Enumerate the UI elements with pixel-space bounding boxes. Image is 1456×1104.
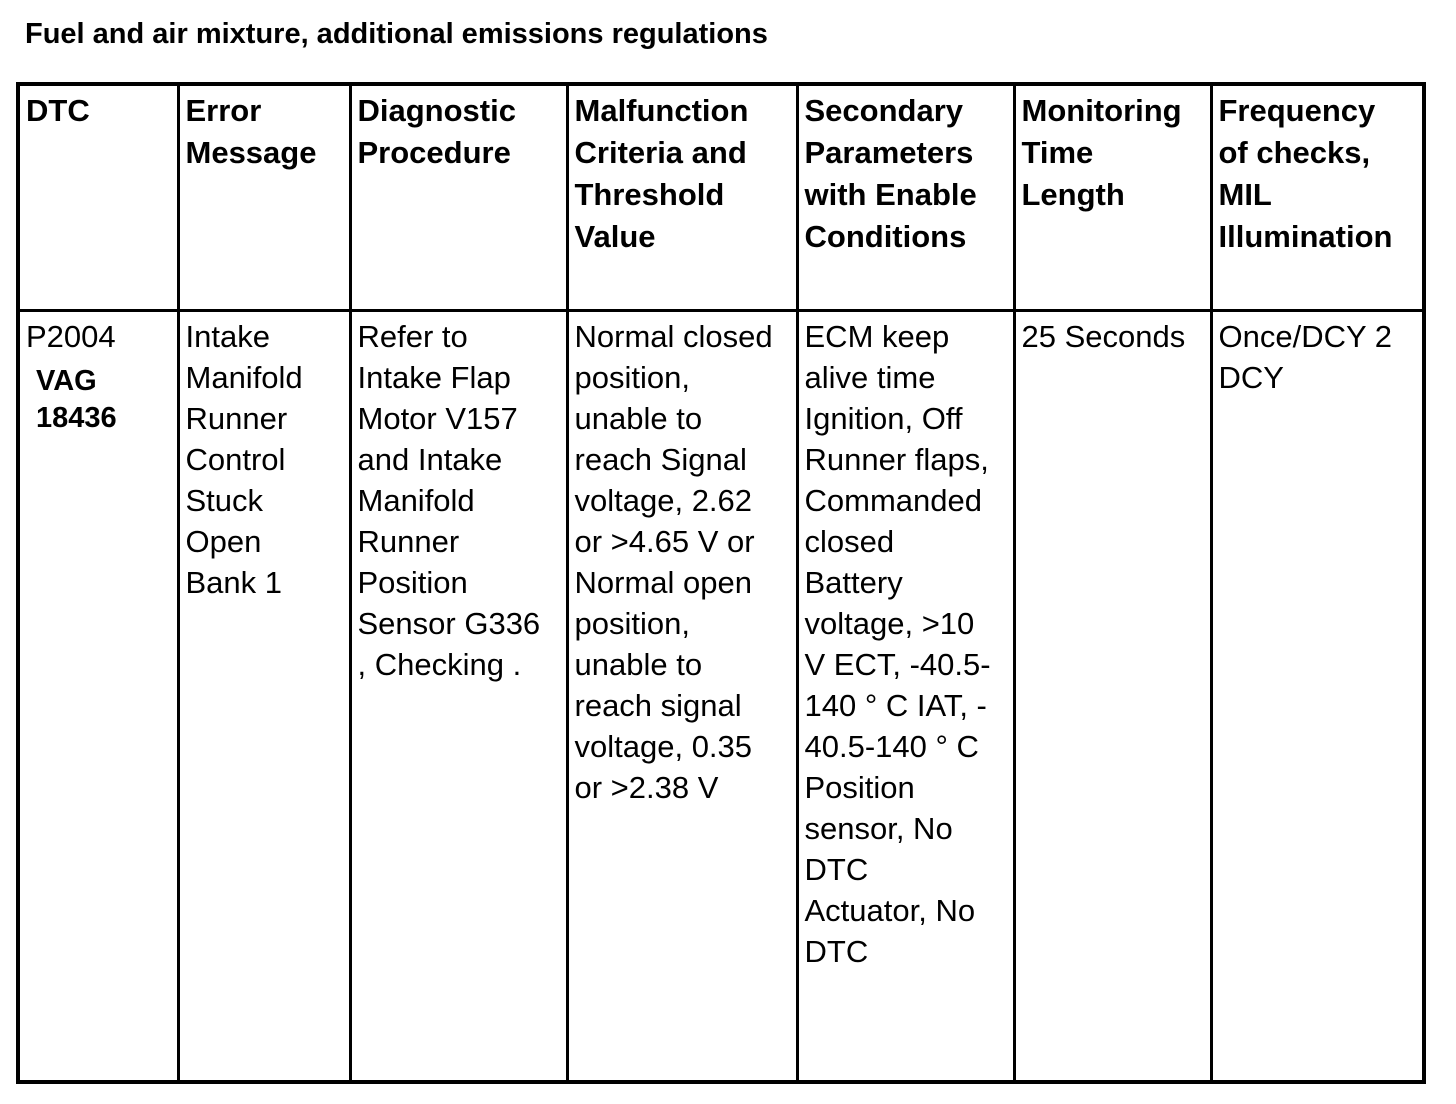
cell-diagnostic-procedure xyxy=(350,310,567,1082)
text-line: Parameters xyxy=(804,135,974,170)
text-line: Threshold xyxy=(574,177,725,212)
text-line: Runner xyxy=(185,400,288,436)
cell-error-message xyxy=(178,310,350,1082)
text-line: Sensor G336 xyxy=(357,605,541,641)
text-line: alive time xyxy=(804,359,936,395)
text-line: Time xyxy=(1021,135,1094,170)
text-line: Manifold xyxy=(185,359,303,395)
text-line: and Intake xyxy=(357,441,503,477)
text-line: Conditions xyxy=(804,219,967,254)
text-line: Message xyxy=(185,135,317,170)
text-line: Intake Flap xyxy=(357,359,511,395)
text-line: Normal open xyxy=(574,564,752,600)
text-line: position, xyxy=(574,359,690,395)
text-line: 40.5-140 ° C xyxy=(804,728,979,764)
text-line: sensor, No xyxy=(804,810,953,846)
header-secondary-parameters xyxy=(797,84,1014,310)
text-line: MIL xyxy=(1218,177,1272,212)
cell-frequency xyxy=(1211,310,1424,1082)
text-line: Value xyxy=(574,219,656,254)
text-line: Runner xyxy=(357,523,460,559)
text-line: Frequency xyxy=(1218,93,1376,128)
text-line: Runner flaps, xyxy=(804,441,989,477)
text-line: Diagnostic xyxy=(357,93,516,128)
text-line: Ignition, Off xyxy=(804,400,963,436)
text-line: unable to xyxy=(574,400,703,436)
text-line: voltage, 2.62 xyxy=(574,482,753,518)
text-line: voltage, >10 xyxy=(804,605,975,641)
text-line: Control xyxy=(185,441,286,477)
text-line: DTC xyxy=(804,851,869,887)
text-line: 25 Seconds xyxy=(1021,318,1186,354)
text-line: Bank 1 xyxy=(185,564,283,600)
vag-code xyxy=(36,363,177,437)
text-line: DTC xyxy=(804,933,869,969)
text-line: , Checking . xyxy=(357,646,522,682)
text-line: 140 ° C IAT, - xyxy=(804,687,987,723)
text-line: or >2.38 V xyxy=(574,769,719,805)
text-line: Monitoring xyxy=(1021,93,1182,128)
text-line: position, xyxy=(574,605,690,641)
text-line: DCY xyxy=(1218,359,1284,395)
dtc-table xyxy=(16,82,1426,1084)
text-line: ECM keep xyxy=(804,318,950,354)
table-row xyxy=(18,310,1424,1082)
text-line: Stuck xyxy=(185,482,264,518)
header-diagnostic-procedure xyxy=(350,84,567,310)
header-frequency xyxy=(1211,84,1424,310)
header-error-message xyxy=(178,84,350,310)
text-line: Position xyxy=(357,564,468,600)
header-malfunction-criteria xyxy=(567,84,797,310)
text-line: closed xyxy=(804,523,895,559)
text-line: voltage, 0.35 xyxy=(574,728,753,764)
cell-dtc xyxy=(18,310,178,1082)
dtc-code: P2004 xyxy=(26,318,116,354)
header-monitoring-time xyxy=(1014,84,1211,310)
cell-malfunction-criteria xyxy=(567,310,797,1082)
text-line: unable to xyxy=(574,646,703,682)
text-line: Refer to xyxy=(357,318,468,354)
text-line: VAG xyxy=(36,364,97,397)
page-title: Fuel and air mixture, additional emissions regulations xyxy=(25,18,768,50)
text-line: Length xyxy=(1021,177,1125,212)
text-line: 18436 xyxy=(36,401,117,434)
header-row xyxy=(18,84,1424,310)
text-line: Secondary xyxy=(804,93,964,128)
text-line: Actuator, No xyxy=(804,892,976,928)
text-line: Intake xyxy=(185,318,270,354)
text-line: of checks, xyxy=(1218,135,1371,170)
text-line: Battery xyxy=(804,564,903,600)
text-line: reach signal xyxy=(574,687,742,723)
text-line: Motor V157 xyxy=(357,400,518,436)
text-line: Normal closed xyxy=(574,318,773,354)
text-line: Manifold xyxy=(357,482,475,518)
text-line: Procedure xyxy=(357,135,511,170)
text-line: V ECT, -40.5- xyxy=(804,646,991,682)
text-line: or >4.65 V or xyxy=(574,523,755,559)
text-line: with Enable xyxy=(804,177,977,212)
text-line: Commanded xyxy=(804,482,982,518)
text-line: reach Signal xyxy=(574,441,747,477)
text-line: Criteria and xyxy=(574,135,747,170)
text-line: DTC xyxy=(26,93,90,128)
cell-secondary-parameters xyxy=(797,310,1014,1082)
text-line: Open xyxy=(185,523,262,559)
cell-monitoring-time xyxy=(1014,310,1211,1082)
text-line: Position xyxy=(804,769,915,805)
text-line: Malfunction xyxy=(574,93,749,128)
text-line: Illumination xyxy=(1218,219,1393,254)
text-line: Error xyxy=(185,93,262,128)
text-line: Once/DCY 2 xyxy=(1218,318,1392,354)
header-dtc xyxy=(18,84,178,310)
